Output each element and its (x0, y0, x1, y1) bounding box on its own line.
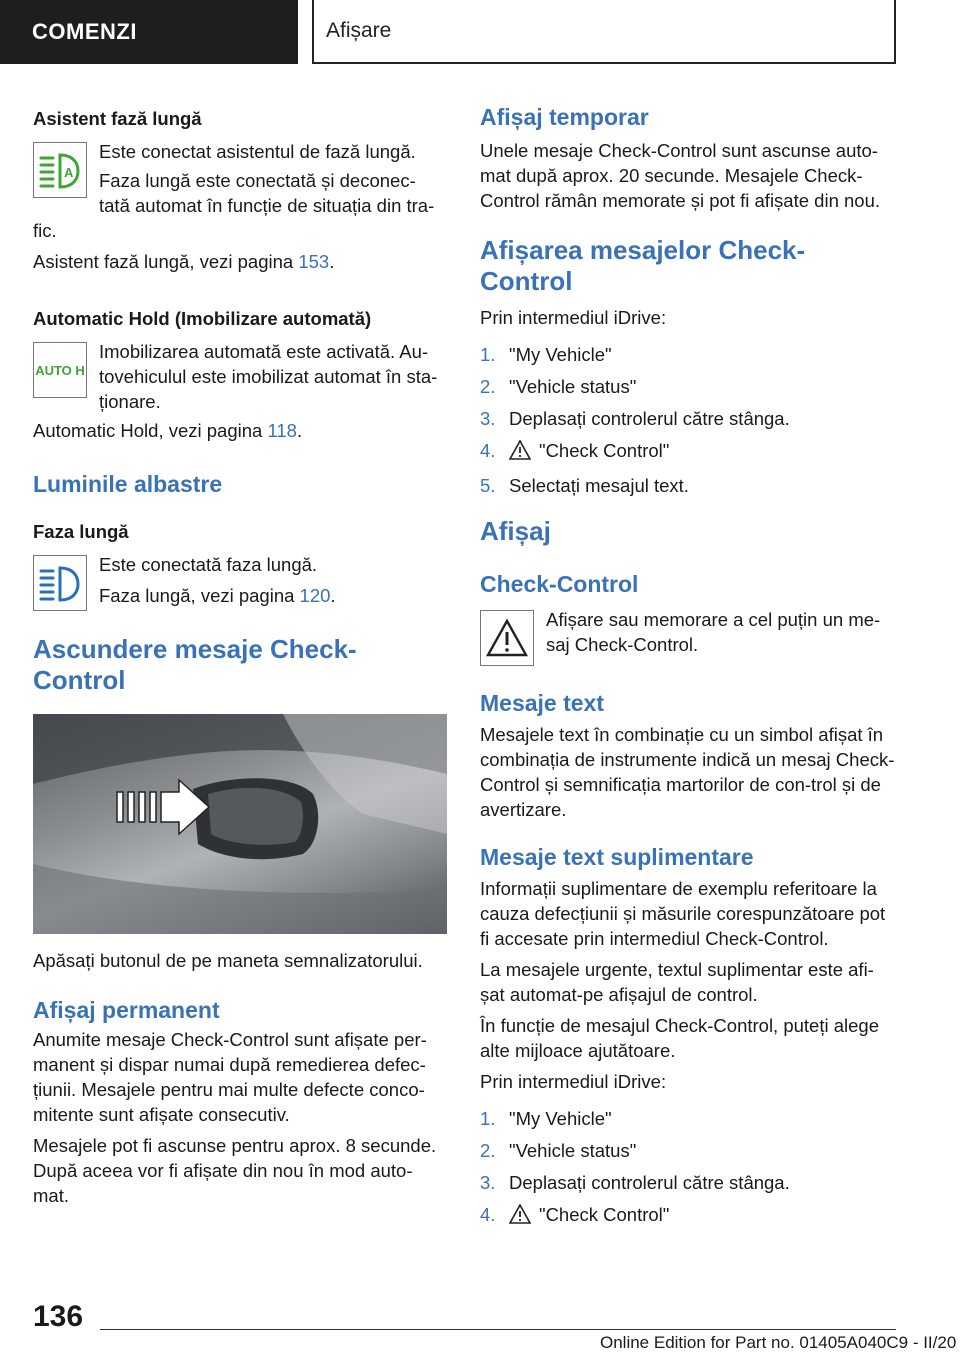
footer-divider (100, 1329, 896, 1330)
high-beam-heading: Faza lungă (33, 521, 129, 542)
list-item: 3. Deplasați controlerul către stânga. (480, 408, 790, 429)
page-number: 136 (33, 1300, 84, 1333)
hba-page-link[interactable]: 153 (298, 251, 330, 272)
steps-list (480, 342, 896, 498)
supplementary-heading: Mesaje text suplimentare (480, 844, 754, 870)
hba-text-1: Este conectat asistentul de fază lungă. (99, 141, 416, 162)
auto-hold-reference: Automatic Hold, vezi pagina 118. (33, 420, 303, 441)
hba-heading: Asistent fază lungă (33, 108, 202, 129)
hba-text-2a: Faza lungă este conectată și deconec- (99, 170, 416, 191)
warning-triangle-icon (509, 440, 531, 466)
left-column (33, 100, 447, 1208)
hba-text-2c: fic. (33, 220, 57, 241)
list-item: 3. Deplasați controlerul către stânga. (480, 1172, 790, 1193)
turn-signal-lever-image (33, 714, 447, 934)
list-item: 4. "Check Control" (480, 1202, 896, 1230)
blue-lights-heading: Luminile albastre (33, 471, 223, 497)
show-messages-heading: Afișarea mesajelor Check-Control (480, 235, 806, 296)
check-control-text: Afișare sau memorare a cel puțin un me-saj Check-Control. (546, 609, 881, 655)
supplementary-text-1: Informații suplimentare de exemplu referitoare la cauza defecțiunii și măsurile corespunzătoare pot fi accesate prin intermediul Check-Control. (480, 878, 886, 949)
check-control-heading: Check-Control (480, 571, 639, 597)
warning-icon (480, 610, 534, 666)
high-beam-reference: Faza lungă, vezi pagina 120. (99, 585, 336, 606)
auto-hold-text-1: Imobilizarea automată este activată. Au- (99, 341, 429, 362)
hba-row (33, 139, 447, 218)
display-heading: Afișaj (480, 516, 551, 546)
auto-hold-icon: AUTO H (33, 342, 87, 398)
edition-footer: Online Edition for Part no. 01405A040C9 - II/20 (600, 1333, 957, 1352)
section-label: COMENZI (32, 19, 137, 44)
idrive-intro: Prin intermediul iDrive: (480, 307, 667, 328)
warning-triangle-icon (509, 1204, 531, 1230)
high-beam-icon (33, 555, 87, 611)
svg-text:A: A (64, 165, 74, 180)
list-item: 1. "My Vehicle" (480, 344, 612, 365)
supplementary-text-2: La mesajele urgente, textul suplimentar este afi-șat automat-pe afișajul de control. (480, 959, 874, 1005)
permanent-display-text-2: Mesajele pot fi ascunse pentru aprox. 8 secunde. După aceea vor fi afișate din nou în mod auto-mat. (33, 1135, 437, 1206)
high-beam-text: Este conectată faza lungă. (99, 554, 318, 575)
auto-hold-row (33, 339, 447, 414)
auto-hold-heading: Automatic Hold (Imobilizare automată) (33, 308, 372, 329)
right-column (480, 100, 896, 1237)
page-title-box (312, 0, 896, 64)
check-control-row (480, 607, 896, 666)
text-messages-text: Mesajele text în combinație cu un simbol afișat în combinația de instrumente indică un mesaj Check-Control și semnificația martorilor de con-trol și de avertizare. (480, 724, 895, 820)
auto-hold-text-3: ționare. (99, 391, 161, 412)
list-item: 2. "Vehicle status" (480, 1140, 637, 1161)
idrive-intro-2: Prin intermediul iDrive: (480, 1071, 667, 1092)
permanent-display-heading: Afișaj permanent (33, 997, 220, 1023)
hba-text-2b: tată automat în funcție de situația din tra- (99, 195, 435, 216)
temporary-display-heading: Afișaj temporar (480, 104, 649, 130)
list-item: 5. Selectați mesajul text. (480, 475, 689, 496)
hba-reference: Asistent fază lungă, vezi pagina 153. (33, 251, 335, 272)
list-item: 1. "My Vehicle" (480, 1108, 612, 1129)
image-caption: Apăsați butonul de pe maneta semnalizatorului. (33, 950, 423, 971)
section-tab (0, 0, 298, 64)
supplementary-text-3: În funcție de mesajul Check-Control, puteți alege alte mijloace ajutătoare. (480, 1015, 879, 1061)
list-item: 4. "Check Control" (480, 438, 896, 466)
page-title: Afișare (326, 19, 392, 42)
high-beam-assistant-icon (33, 142, 87, 198)
high-beam-row (33, 552, 447, 612)
auto-hold-text-2: tovehiculul este imobilizat automat în sta- (99, 366, 438, 387)
auto-hold-page-link[interactable]: 118 (267, 420, 297, 441)
list-item: 2. "Vehicle status" (480, 376, 637, 397)
permanent-display-text: Anumite mesaje Check-Control sunt afișate per-manent și dispar numai după remedierea defec-țiunii. Mesajele pentru mai multe defecte conco-mitente sunt afișate consecutiv. (33, 1029, 427, 1125)
high-beam-page-link[interactable]: 120 (299, 585, 331, 606)
steps-list-2 (480, 1106, 896, 1230)
text-messages-heading: Mesaje text (480, 690, 605, 716)
temporary-display-text: Unele mesaje Check-Control sunt ascunse auto-mat după aprox. 20 secunde. Mesajele Check-Control rămân memorate și pot fi afișate din nou. (480, 140, 880, 211)
hide-messages-heading: Ascundere mesaje Check-Control (33, 634, 357, 695)
